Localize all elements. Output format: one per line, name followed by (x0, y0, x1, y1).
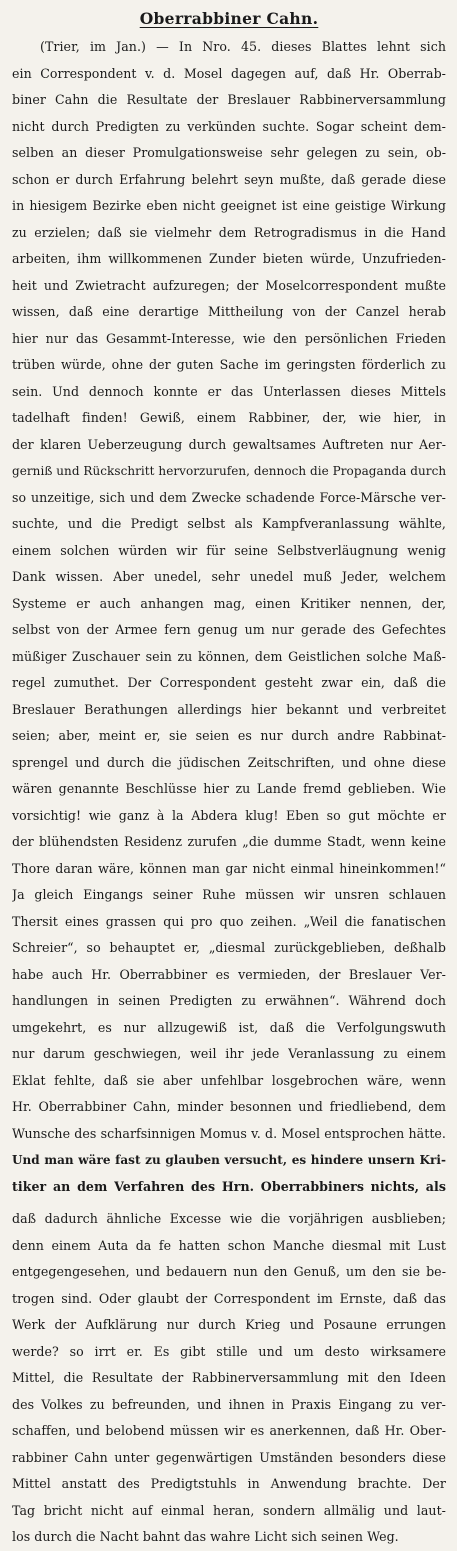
text-line: tadelhaft finden! Gewiß, einem Rabbiner, der, wie hier, in (12, 410, 446, 425)
text-line: sein. Und dennoch konnte er das Unterlassen dieses Mittels (12, 383, 446, 399)
text-line: müßiger Zuschauer sein zu können, dem Geistlichen solche Maß- (12, 648, 446, 664)
text-line: heit und Zwietracht aufzuregen; der Moselcorrespondent mußte (12, 277, 446, 293)
text-line: umgekehrt, es nur allzugewiß ist, daß die Verfolgungswuth (12, 1019, 446, 1035)
text-line: Systeme er auch anhangen mag, einen Kritiker nennen, der, (12, 595, 446, 611)
text-line: zu erzielen; daß sie vielmehr dem Retrogradismus in die Hand (12, 224, 446, 240)
text-line: Wunsche des scharfsinnigen Momus v. d. Mosel entsprochen hätte. (12, 1125, 446, 1141)
text-line: Eklat fehlte, daß sie aber unfehlbar losgebrochen wäre, wenn (12, 1072, 446, 1088)
text-line: der blühendsten Residenz zurufen „die dumme Stadt, wenn keine (12, 834, 446, 849)
text-line: Und man wäre fast zu glauben versucht, es hindere unsern Kri- (12, 1153, 446, 1167)
text-line: nicht durch Predigten zu verkünden suchte. Sogar scheint dem- (12, 118, 446, 134)
text-line: handlungen in seinen Predigten zu erwähnen“. Während doch (12, 993, 446, 1008)
article-title: Oberrabbiner Cahn. (139, 9, 319, 28)
text-line: habe auch Hr. Oberrabbiner es vermieden, der Breslauer Ver- (12, 966, 446, 982)
text-line: selbst von der Armee fern genug um nur gerade des Gefechtes (12, 622, 446, 637)
text-line: los durch die Nacht bahnt das wahre Licht sich seinen Weg. (12, 1529, 399, 1544)
text-line: nur darum geschwiegen, weil ihr jede Veranlassung zu einem (12, 1046, 446, 1061)
text-line: selben an dieser Promulgationsweise sehr gelegen zu sein, ob- (12, 145, 446, 160)
text-line: einem solchen würden wir für seine Selbstverläugnung wenig (12, 542, 446, 558)
text-line: gerniß und Rückschritt hervorzurufen, dennoch die Propaganda durch (12, 464, 446, 478)
text-line: in hiesigem Bezirke eben nicht geeignet ist eine geistige Wirkung (12, 198, 446, 213)
text-line: Schreier“, so behauptet er, „diesmal zurückgeblieben, deßhalb (12, 940, 446, 955)
text-line: schon er durch Erfahrung belehrt seyn mußte, daß gerade diese (12, 171, 446, 187)
text-line: Werk der Aufklärung nur durch Krieg und Posaune errungen (12, 1317, 446, 1332)
text-line: daß dadurch ähnliche Excesse wie die vorjährigen ausblieben; (12, 1211, 446, 1226)
article-body (12, 34, 446, 1551)
text-line: vorsichtig! wie ganz à la Abdera klug! Eben so gut möchte er (12, 807, 446, 823)
text-line: arbeiten, ihm willkommenen Zunder bieten würde, Unzufrieden- (12, 251, 446, 266)
text-line: so unzeitige, sich und dem Zwecke schadende Force-Märsche ver- (12, 489, 446, 505)
text-line: Breslauer Berathungen allerdings hier bekannt und verbreitet (12, 701, 446, 717)
text-line: ein Correspondent v. d. Mosel dagegen auf, daß Hr. Oberrab- (12, 65, 446, 81)
text-line: Mittel anstatt des Predigtstuhls in Anwendung brachte. Der (12, 1476, 446, 1491)
text-line: der klaren Ueberzeugung durch gewaltsames Auftreten nur Aer- (12, 436, 446, 452)
text-line: (Trier, im Jan.) — In Nro. 45. dieses Blattes lehnt sich (40, 39, 446, 54)
text-line: Dank wissen. Aber unedel, sehr unedel muß Jeder, welchem (12, 569, 446, 584)
text-line: des Volkes zu befreunden, und ihnen in Praxis Eingang zu ver- (12, 1396, 446, 1412)
text-line: Thersit eines grassen qui pro quo zeihen. „Weil die fanatischen (12, 913, 446, 929)
text-line: sprengel und durch die jüdischen Zeitschriften, und ohne diese (12, 754, 446, 770)
text-line: schaffen, und belobend müssen wir es anerkennen, daß Hr. Ober- (12, 1423, 446, 1438)
text-line: suchte, und die Predigt selbst als Kampfveranlassung wählte, (12, 516, 446, 531)
text-line: regel zumuthet. Der Correspondent gesteht zwar ein, daß die (12, 675, 446, 690)
text-line: tiker an dem Verfahren des Hrn. Oberrabbiners nichts, als (12, 1178, 446, 1194)
text-line: Ja gleich Eingangs seiner Ruhe müssen wir unsren schlauen (12, 887, 446, 902)
text-line: werde? so irrt er. Es gibt stille und um desto wirksamere (12, 1343, 446, 1359)
text-line: trogen sind. Oder glaubt der Correspondent im Ernste, daß das (12, 1290, 446, 1306)
text-line: Hr. Oberrabbiner Cahn, minder besonnen und friedliebend, dem (12, 1099, 446, 1114)
text-line: biner Cahn die Resultate der Breslauer Rabbinerversammlung (12, 92, 446, 107)
text-line: Mittel, die Resultate der Rabbinerversammlung mit den Ideen (12, 1370, 446, 1385)
text-line: entgegengesehen, und bedauern nun den Genuß, um den sie be- (12, 1264, 446, 1279)
text-line: rabbiner Cahn unter gegenwärtigen Umständen besonders diese (12, 1449, 446, 1465)
text-line: wissen, daß eine derartige Mittheilung von der Canzel herab (12, 304, 446, 319)
text-line: Thore daran wäre, können man gar nicht einmal hineinkommen!“ (12, 860, 446, 876)
text-line: wären genannte Beschlüsse hier zu Lande fremd geblieben. Wie (12, 781, 446, 796)
text-line: hier nur das Gesammt-Interesse, wie den persönlichen Frieden (12, 330, 446, 346)
text-line: trüben würde, ohne der guten Sache im geringsten förderlich zu (12, 357, 446, 372)
text-line: Tag bricht nicht auf einmal heran, sondern allmälig und laut- (12, 1502, 446, 1518)
text-line: seien; aber, meint er, sie seien es nur durch andre Rabbinat- (12, 728, 446, 743)
text-line: denn einem Auta da fe hatten schon Manche diesmal mit Lust (12, 1237, 446, 1253)
